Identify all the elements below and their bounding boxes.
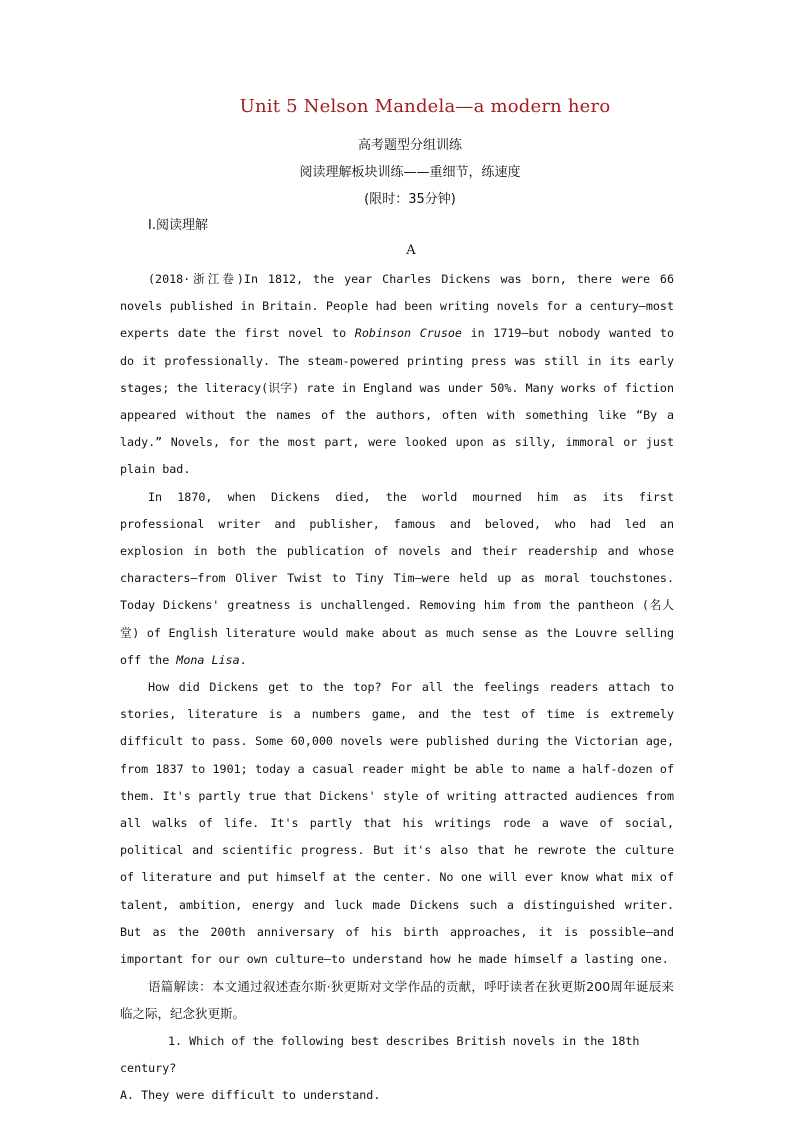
passage-body [120, 266, 674, 1109]
book-title-robinson-crusoe: Robinson Crusoe [354, 326, 462, 341]
section-heading: Ⅰ.阅读理解 [148, 218, 208, 233]
paragraph-2 [120, 484, 674, 674]
question-1: 1. Which of the following best describes British novels in the 18th century? [120, 1033, 640, 1075]
document-title: Unit 5 Nelson Mandela—a modern hero [239, 96, 611, 117]
passage-summary: 语篇解读：本文通过叙述查尔斯·狄更斯对文学作品的贡献，呼吁读者在狄更斯200周年诞辰来临之际，纪念狄更斯。 [120, 979, 674, 1022]
passage-label: A [406, 243, 416, 258]
time-limit: (限时：35分钟) [364, 192, 456, 207]
paragraph-1-text-b: in 1719—but nobody wanted to do it professionally. The steam-powered printing press was still in its early stages; the literacy(识字) rate in England was under 50%. Many works of fiction appeared without the names of the authors, often with something like “By a lady.” Novels, for the most part, were looked upon as silly, immoral or just plain bad. [120, 326, 674, 477]
paragraph-2-text-a: In 1870, when Dickens died, the world mourned him as its first professional writer and publisher, famous and beloved, who had led an explosion in both the publication of novels and their readership and whose characters—from Oliver Twist to Tiny Tim—were held up as moral touchstones. Today Dickens' greatness is unchallenged. Removing him from the pantheon (名人堂) of English literature would make about as much sense as the Louvre selling off the [120, 489, 674, 667]
paragraph-1 [120, 266, 674, 484]
exercise-type-heading: 高考题型分组训练 [357, 138, 462, 153]
paragraph-3: How did Dickens get to the top? For all the feelings readers attach to stories, literature is a numbers game, and the test of time is extremely difficult to pass. Some 60,000 novels were published during the Victorian age, from 1837 to 1901; today a casual reader might be able to name a half-dozen of them. It's partly true that Dickens' style of writing attracted audiences from all walks of life. It's partly that his writings rode a wave of social, political and scientific progress. But it's also that he rewrote the culture of literature and put himself at the center. No one will ever know what mix of talent, ambition, energy and luck made Dickens such a distinguished writer. But as the 200th anniversary of his birth approaches, it is possible—and important for our own culture—to understand how he made himself a lasting one. [120, 680, 674, 967]
question-1-option-a: A. They were difficult to understand. [120, 1088, 381, 1103]
paragraph-1-text-a: (2018·浙江卷)In 1812, the year Charles Dickens was born, there were 66 novels published in Britain. People had been writing novels for a century—most experts date the first novel to [120, 272, 674, 341]
exercise-subtitle: 阅读理解板块训练——重细节，练速度 [299, 165, 521, 180]
paragraph-2-text-b: . [239, 652, 247, 667]
painting-title-mona-lisa: Mona Lisa [176, 652, 240, 667]
